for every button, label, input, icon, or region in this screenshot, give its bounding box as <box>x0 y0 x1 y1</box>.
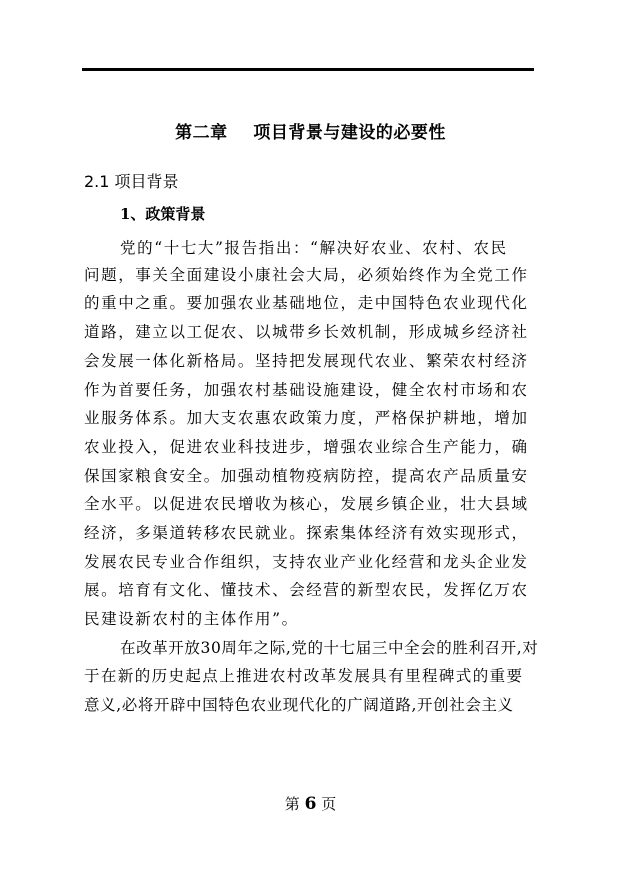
paragraph-line: 发展农民专业合作组织，支持农业产业化经营和龙头企业发 <box>84 553 529 571</box>
subsection-heading: 1、政策背景 <box>120 205 206 223</box>
page-footer <box>0 793 621 814</box>
paragraph-line: 意义,必将开辟中国特色农业现代化的广阔道路,开创社会主义 <box>84 696 514 714</box>
paragraph-line: 会发展一体化新格局。坚持把发展现代农业、繁荣农村经济 <box>84 352 529 370</box>
paragraph-line: 道路，建立以工促农、以城带乡长效机制，形成城乡经济社 <box>84 323 529 341</box>
paragraph-line: 全水平。以促进农民增收为核心，发展乡镇企业，壮大县域 <box>84 495 529 513</box>
paragraph-line: 在改革开放30周年之际,党的十七届三中全会的胜利召开,对 <box>120 639 539 657</box>
paragraph-line: 问题，事关全面建设小康社会大局，必须始终作为全党工作 <box>84 266 529 284</box>
page-number: 6 <box>304 794 317 814</box>
paragraph-line: 保国家粮食安全。加强动植物疫病防控，提高农产品质量安 <box>84 467 529 485</box>
paragraph-line: 民建设新农村的主体作用”。 <box>84 610 299 628</box>
paragraph-line: 作为首要任务，加强农村基础设施建设，健全农村市场和农 <box>84 381 529 399</box>
section-heading: 2.1 项目背景 <box>84 172 179 191</box>
paragraph-line: 党的“十七大”报告指出：“解决好农业、农村、农民 <box>120 239 508 257</box>
paragraph-line: 农业投入，促进农业科技进步，增强农业综合生产能力，确 <box>84 438 529 456</box>
paragraph-line: 于在新的历史起点上推进农村改革发展具有里程碑式的重要 <box>84 667 524 685</box>
page-label-prefix: 第 <box>284 795 300 813</box>
header-rule <box>82 68 534 71</box>
paragraph-line: 的重中之重。要加强农业基础地位，走中国特色农业现代化 <box>84 294 529 312</box>
paragraph-line: 经济，多渠道转移农民就业。探索集体经济有效实现形式， <box>84 524 529 542</box>
chapter-title: 第二章 项目背景与建设的必要性 <box>175 123 446 143</box>
paragraph-line: 展。培育有文化、懂技术、会经营的新型农民，发挥亿万农 <box>84 581 529 599</box>
paragraph-line: 业服务体系。加大支农惠农政策力度，严格保护耕地，增加 <box>84 409 529 427</box>
page-label-suffix: 页 <box>321 795 337 813</box>
